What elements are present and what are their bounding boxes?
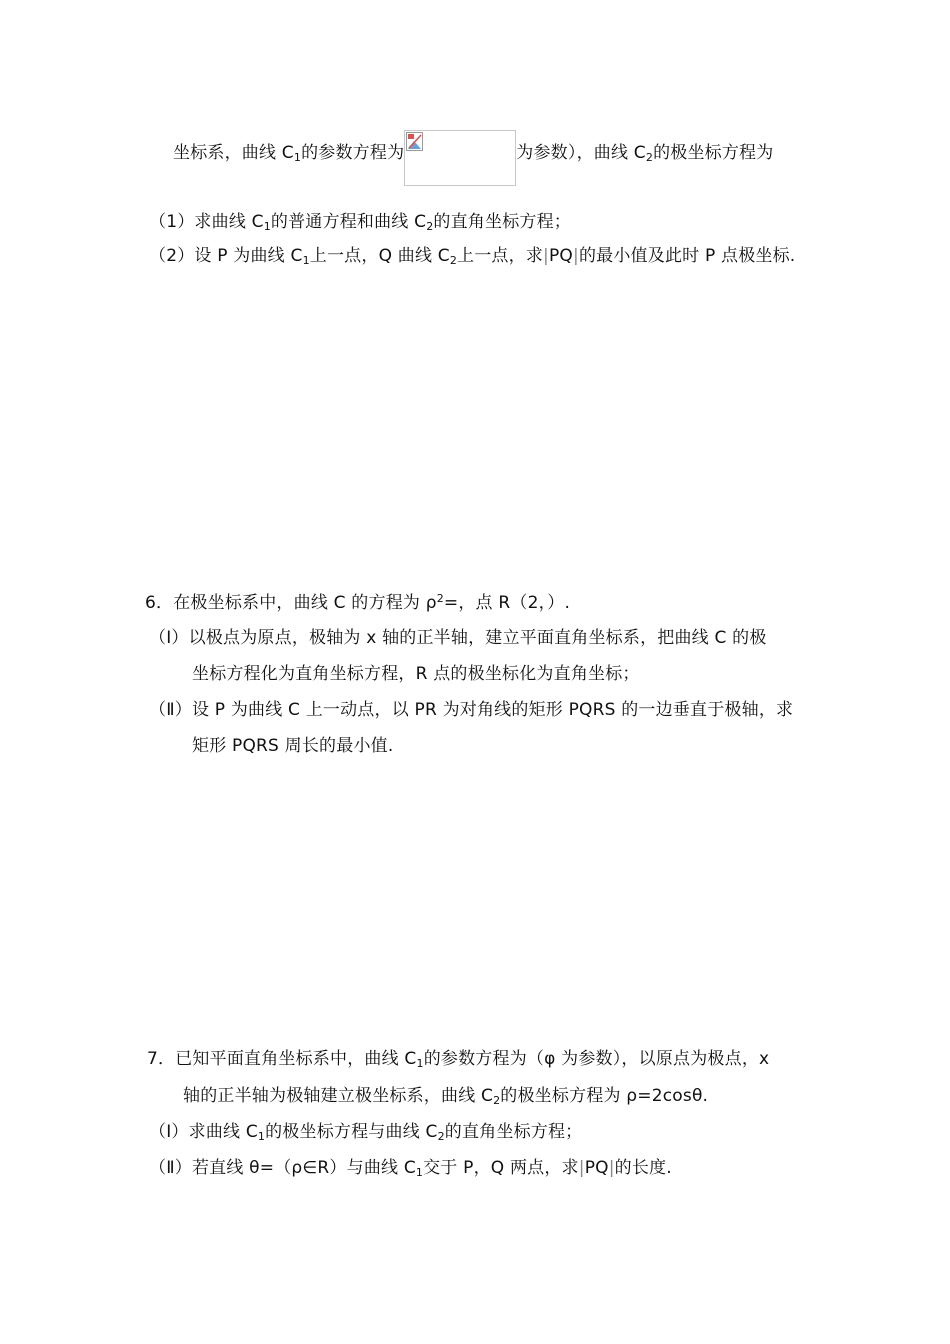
text: 的长度.	[614, 1158, 672, 1178]
pq-segment: PQ	[548, 246, 574, 266]
text: 轴的正半轴为极轴建立极坐标系，曲线 C	[183, 1086, 494, 1106]
problem6-part1-line1: （Ⅰ）以极点为原点，极轴为 x 轴的正半轴，建立平面直角坐标系，把曲线 C 的极	[149, 628, 767, 648]
text: 的普通方程和曲线 C	[270, 212, 427, 232]
abs-bar: |	[573, 246, 579, 266]
text: 上一点，求	[457, 246, 544, 266]
problem5-part1	[149, 211, 571, 233]
problem6-part2-line1: （Ⅱ）设 P 为曲线 C 上一动点，以 PR 为对角线的矩形 PQRS 的一边垂直于极轴，求	[149, 700, 794, 720]
subscript: 1	[257, 1130, 266, 1143]
abs-bar: |	[543, 246, 549, 266]
problem6-part2-line2: 矩形 PQRS 周长的最小值.	[192, 736, 394, 756]
problem7-part2	[149, 1157, 672, 1179]
text: （1）求曲线 C	[149, 212, 264, 232]
text: 上一点，Q 曲线 C	[309, 246, 450, 266]
problem7-part1	[149, 1121, 582, 1143]
subscript: 2	[426, 220, 434, 233]
pq-segment: PQ	[584, 1158, 609, 1178]
text: 的直角坐标方程；	[444, 1122, 583, 1142]
subscript: 1	[302, 254, 310, 267]
problem7-head2	[183, 1085, 708, 1107]
abs-bar: |	[578, 1158, 585, 1178]
text: 的参数方程为	[301, 143, 405, 163]
subscript: 1	[416, 1057, 424, 1070]
problem7-head	[147, 1048, 769, 1070]
problem5-intro-line	[173, 142, 773, 164]
text: 的最小值及此时 P 点极坐标.	[578, 246, 796, 266]
text: 为参数），曲线 C	[516, 143, 646, 163]
text: （Ⅰ）求曲线 C	[149, 1122, 258, 1142]
problem6-head	[145, 592, 570, 614]
subscript: 2	[437, 1130, 445, 1143]
text: 的直角坐标方程；	[433, 212, 571, 232]
text: 交于 P，Q 两点，求	[423, 1158, 579, 1178]
text: （Ⅱ）若直线 θ=（ρ∈R）与曲线 C	[149, 1158, 416, 1178]
subscript: 1	[293, 151, 302, 164]
text: 6．在极坐标系中，曲线 C 的方程为 ρ	[145, 593, 437, 613]
problem5-part2	[149, 245, 795, 267]
subscript: 1	[263, 220, 271, 233]
superscript: 2	[436, 592, 444, 605]
text: 的极坐标方程为	[653, 143, 774, 163]
subscript: 1	[415, 1166, 424, 1179]
text: 坐标系，曲线 C	[173, 143, 294, 163]
text: 的极坐标方程为 ρ=2cosθ.	[500, 1086, 709, 1106]
subscript: 2	[493, 1094, 501, 1107]
text: 7．已知平面直角坐标系中，曲线 C	[147, 1049, 417, 1069]
problem6-part1-line2: 坐标方程化为直角坐标方程，R 点的极坐标化为直角坐标；	[192, 664, 640, 684]
text: 的参数方程为（φ 为参数），以原点为极点，x	[423, 1049, 770, 1069]
text: =，点 R（2，）.	[443, 593, 571, 613]
text: （2）设 P 为曲线 C	[149, 246, 303, 266]
abs-bar: |	[608, 1158, 615, 1178]
broken-image-placeholder	[404, 130, 516, 186]
text: 的极坐标方程与曲线 C	[265, 1122, 438, 1142]
subscript: 2	[645, 151, 654, 164]
subscript: 2	[449, 254, 458, 267]
